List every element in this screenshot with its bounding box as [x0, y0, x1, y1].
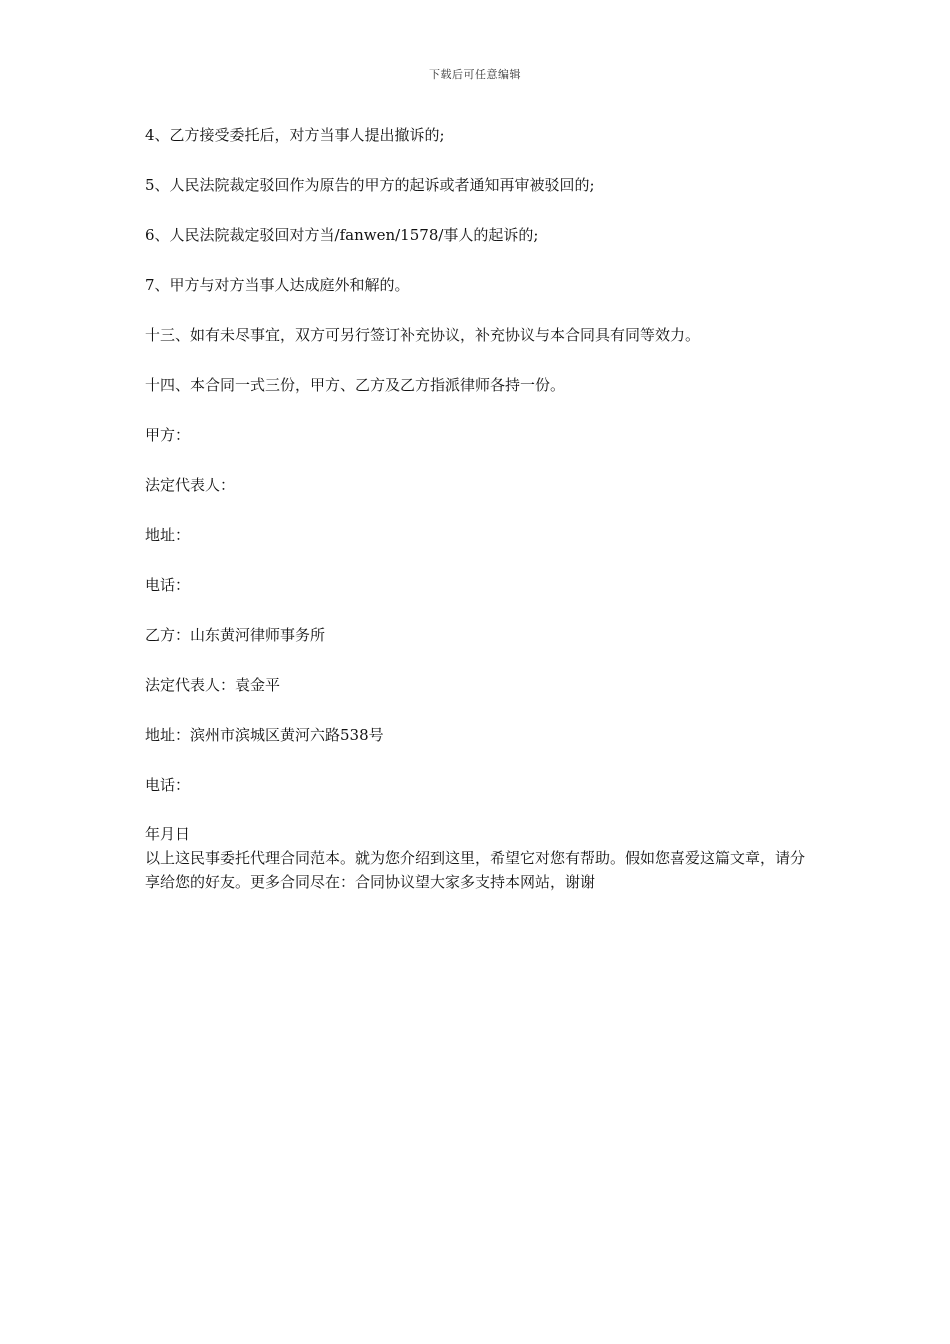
party-b-representative: 法定代表人：袁金平: [145, 676, 281, 694]
clause-6: 6、人民法院裁定驳回对方当/fanwen/1578/事人的起诉的;: [145, 226, 539, 244]
clause-4: 4、乙方接受委托后，对方当事人提出撤诉的;: [145, 126, 445, 144]
party-a-phone: 电话：: [145, 576, 191, 594]
party-b-address: 地址：滨州市滨城区黄河六路538号: [145, 726, 384, 744]
party-a-representative: 法定代表人：: [145, 476, 236, 494]
clause-5: 5、人民法院裁定驳回作为原告的甲方的起诉或者通知再审被驳回的;: [145, 176, 595, 194]
party-b-phone: 电话：: [145, 776, 191, 794]
closing-section: [145, 822, 805, 894]
closing-note: 以上这民事委托代理合同范本。就为您介绍到这里，希望它对您有帮助。假如您喜爱这篇文章，请分享给您的好友。更多合同尽在：合同协议望大家多支持本网站，谢谢: [145, 849, 806, 891]
party-b-label: 乙方：山东黄河律师事务所: [145, 626, 326, 644]
date-line: 年月日: [145, 825, 191, 843]
clause-7: 7、甲方与对方当事人达成庭外和解的。: [145, 276, 410, 294]
page-header: 下载后可任意编辑: [429, 68, 521, 81]
party-a-label: 甲方：: [145, 426, 191, 444]
article-13: 十三、如有未尽事宜，双方可另行签订补充协议，补充协议与本合同具有同等效力。: [145, 326, 701, 344]
contract-body: [145, 121, 815, 821]
party-a-address: 地址：: [145, 526, 191, 544]
article-14: 十四、本合同一式三份，甲方、乙方及乙方指派律师各持一份。: [145, 376, 566, 394]
